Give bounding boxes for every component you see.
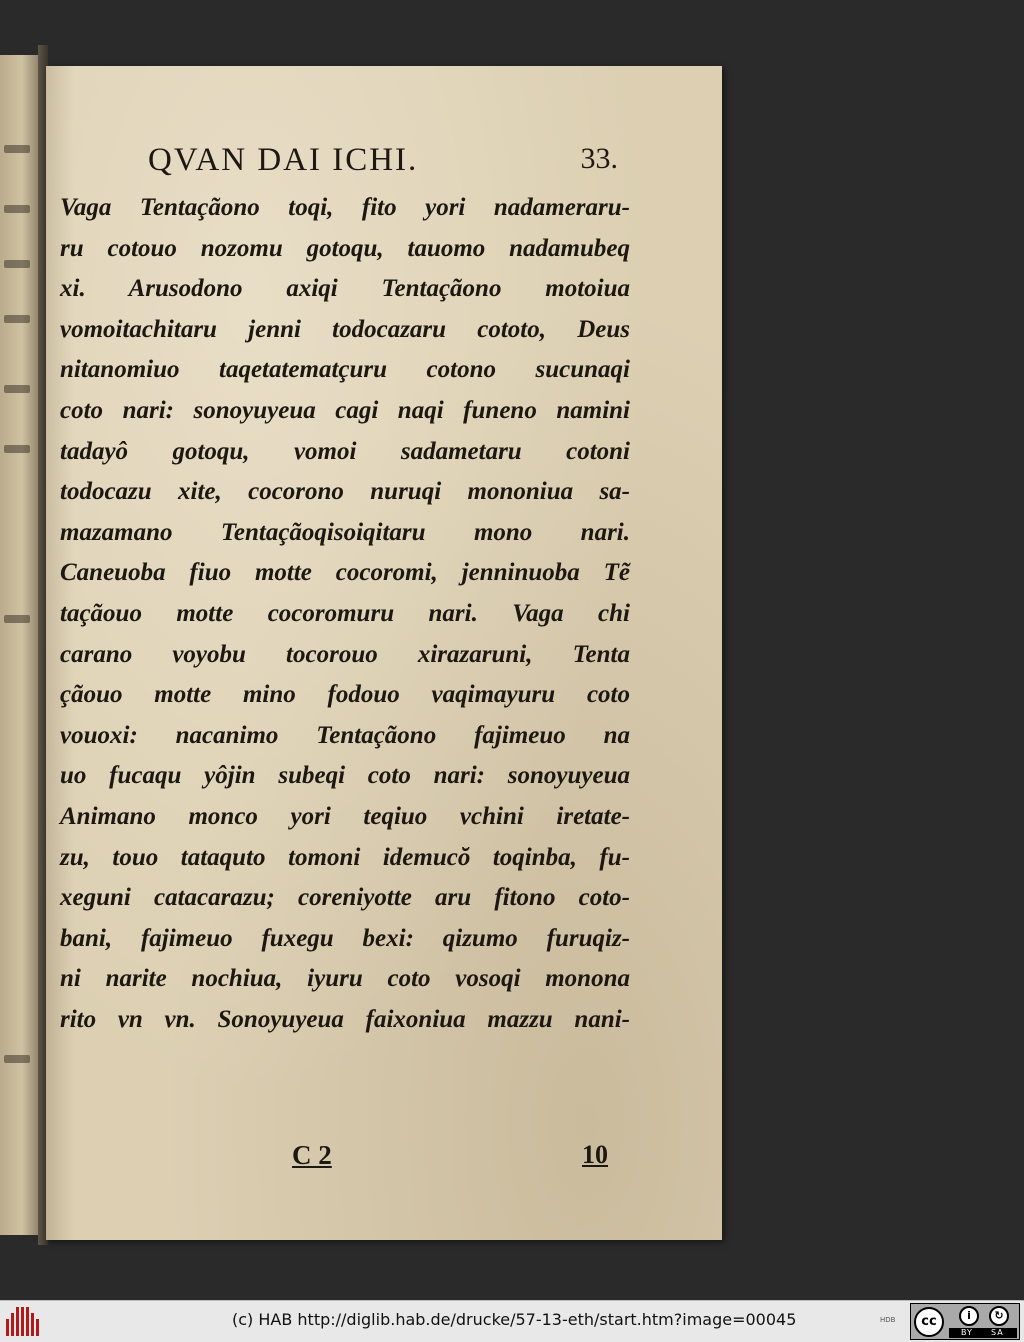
previous-page-text-fragment	[4, 385, 30, 393]
text-line: zu, touo tataquto tomoni idemucŏ toqinba, fu-	[60, 843, 630, 871]
text-line: vomoitachitaru jenni todocazaru cototo, Deus	[60, 315, 630, 343]
sa-label: SA	[991, 1328, 1004, 1337]
text-line: carano voyobu tocorouo xirazaruni, Tenta	[60, 640, 630, 668]
previous-page-text-fragment	[4, 145, 30, 153]
text-line: ru cotouo nozomu gotoqu, tauomo nadamubeq	[60, 234, 630, 262]
previous-page-text-fragment	[4, 445, 30, 453]
text-line: çãouo motte mino fodouo vaqimayuru coto	[60, 681, 630, 709]
previous-page-text-fragment	[4, 315, 30, 323]
text-line: ni narite nochiua, iyuru coto vosoqi monona	[60, 965, 630, 993]
page-number: 33.	[580, 142, 618, 175]
previous-page-text-fragment	[4, 260, 30, 268]
text-line: coto nari: sonoyuyeua cagi naqi funeno namini	[60, 396, 630, 424]
text-line: Animano monco yori teqiuo vchini iretate-	[60, 802, 630, 830]
text-line: Vaga Tentaçãono toqi, fito yori nadameraru-	[60, 194, 630, 221]
previous-page-text-fragment	[4, 615, 30, 623]
running-head	[148, 142, 618, 182]
text-line: tadayô gotoqu, vomoi sadametaru cotoni	[60, 437, 630, 465]
hab-logo-icon	[6, 1307, 42, 1336]
folio-number: 10	[582, 1140, 608, 1169]
text-line: Caneuoba fiuo motte cocoromi, jenninuoba Tẽ	[60, 559, 630, 587]
signature-mark: C 2	[292, 1140, 332, 1170]
text-line: mazamano Tentaçãoqisoiqitaru mono nari.	[60, 518, 630, 546]
text-line: taçãouo motte cocoromuru nari. Vaga chi	[60, 599, 630, 627]
previous-page-text-fragment	[4, 1055, 30, 1063]
running-title: QVAN DAI ICHI.	[148, 142, 419, 178]
previous-page-edge	[0, 55, 40, 1235]
text-line: bani, fajimeuo fuxegu bexi: qizumo furuqiz-	[60, 924, 630, 952]
previous-page-text-fragment	[4, 205, 30, 213]
text-line: xi. Arusodono axiqi Tentaçãono motoiua	[60, 275, 630, 303]
by-label: BY	[961, 1328, 973, 1337]
credit-bar	[0, 1300, 1024, 1342]
cc-icon: cc	[914, 1307, 944, 1337]
license-strip	[949, 1328, 1017, 1338]
text-line: rito vn vn. Sonoyuyeua faixoniua mazzu nani-	[60, 1005, 630, 1033]
body-text	[60, 188, 630, 1040]
credit-link[interactable]: (c) HAB http://diglib.hab.de/drucke/57-13-eth/start.htm?image=00045	[232, 1310, 797, 1329]
cc-license-badge[interactable]	[910, 1303, 1020, 1340]
text-line: uo fucaqu yôjin subeqi coto nari: sonoyuyeua	[60, 762, 630, 790]
text-line: vouoxi: nacanimo Tentaçãono fajimeuo na	[60, 721, 630, 749]
small-mark: HDB	[880, 1316, 896, 1324]
text-line: todocazu xite, cocorono nuruqi mononiua sa-	[60, 478, 630, 506]
text-line: xeguni catacarazu; coreniyotte aru fitono coto-	[60, 884, 630, 912]
text-line: nitanomiuo taqetatematçuru cotono sucunaqi	[60, 356, 630, 384]
share-alike-icon: ↻	[989, 1306, 1009, 1326]
person-icon: i	[959, 1306, 979, 1326]
